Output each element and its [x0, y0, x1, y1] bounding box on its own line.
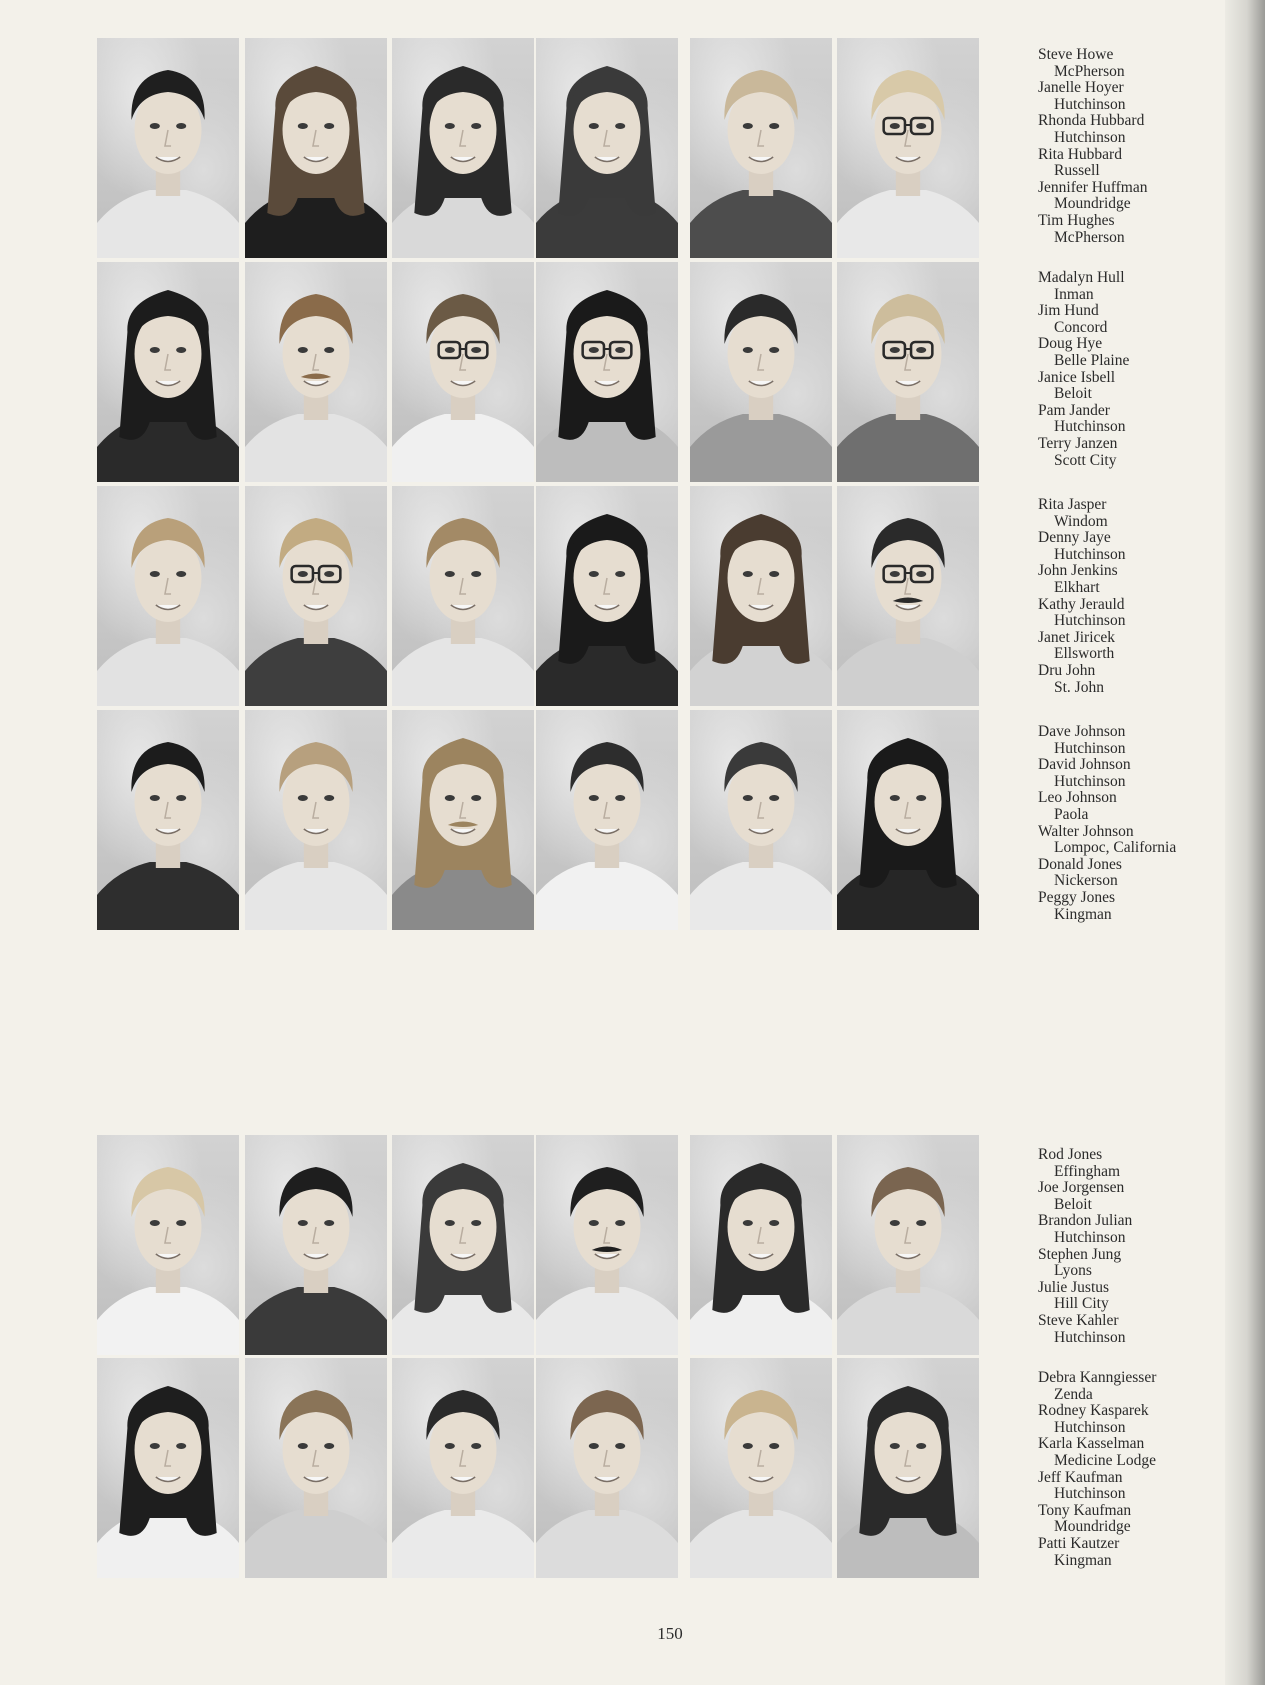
student-hometown: Beloit: [1054, 1195, 1092, 1213]
page-number: 150: [657, 1624, 683, 1643]
student-name: David Johnson: [1038, 756, 1131, 774]
student-hometown: Hutchinson: [1054, 1418, 1126, 1436]
student-entry: [1038, 80, 1228, 113]
student-entry: [1038, 303, 1228, 336]
student-entry: [1038, 436, 1228, 469]
student-hometown: Moundridge: [1054, 195, 1131, 213]
student-name: John Jenkins: [1038, 562, 1118, 580]
student-hometown: Kingman: [1054, 905, 1112, 923]
student-portrait: [690, 486, 832, 706]
student-name: Debra Kanngiesser: [1038, 1369, 1157, 1386]
student-hometown: Belle Plaine: [1054, 351, 1130, 369]
student-hometown: Lyons: [1054, 1262, 1092, 1280]
student-name: Steve Howe: [1038, 46, 1114, 63]
student-hometown: Hutchinson: [1054, 612, 1126, 630]
student-hometown: Ellsworth: [1054, 645, 1115, 663]
student-entry: [1038, 1280, 1228, 1313]
student-entry: [1038, 1536, 1228, 1569]
student-entry: [1038, 147, 1228, 180]
student-hometown: Hill City: [1054, 1295, 1109, 1313]
student-name: Rhonda Hubbard: [1038, 112, 1145, 130]
student-entry: [1038, 890, 1228, 923]
student-entry: [1038, 403, 1228, 436]
student-portrait: [392, 38, 534, 258]
student-name: Rita Jasper: [1038, 496, 1107, 513]
student-hometown: Paola: [1054, 805, 1089, 823]
student-portrait: [536, 262, 678, 482]
student-portrait: [690, 710, 832, 930]
student-portrait: [837, 710, 979, 930]
student-portrait: [536, 1358, 678, 1578]
student-portrait: [392, 262, 534, 482]
student-entry: [1038, 213, 1228, 246]
name-group: [1038, 270, 1228, 469]
student-hometown: Windom: [1054, 512, 1108, 530]
student-name: Denny Jaye: [1038, 529, 1111, 547]
student-name: Tony Kaufman: [1038, 1501, 1132, 1519]
student-entry: [1038, 497, 1228, 530]
student-hometown: Zenda: [1054, 1385, 1093, 1403]
student-hometown: Hutchinson: [1054, 1328, 1126, 1346]
student-portrait: [536, 1135, 678, 1355]
student-portrait: [245, 1135, 387, 1355]
student-name: Janice Isbell: [1038, 368, 1116, 386]
student-hometown: Beloit: [1054, 385, 1092, 403]
student-hometown: Effingham: [1054, 1162, 1121, 1180]
student-entry: [1038, 757, 1228, 790]
student-entry: [1038, 630, 1228, 663]
student-entry: [1038, 1313, 1228, 1346]
student-name: Terry Janzen: [1038, 434, 1118, 452]
student-name: Doug Hye: [1038, 335, 1103, 353]
student-portrait: [245, 486, 387, 706]
student-entry: [1038, 270, 1228, 303]
name-group: [1038, 1370, 1228, 1569]
student-name: Janet Jiricek: [1038, 628, 1116, 646]
student-name: Tim Hughes: [1038, 211, 1115, 229]
student-portrait: [97, 1358, 239, 1578]
student-entry: [1038, 663, 1228, 696]
student-name: Rita Hubbard: [1038, 145, 1122, 163]
student-name: Peggy Jones: [1038, 888, 1116, 906]
student-name: Madalyn Hull: [1038, 269, 1125, 286]
student-portrait: [97, 262, 239, 482]
student-entry: [1038, 180, 1228, 213]
student-hometown: St. John: [1054, 678, 1104, 696]
student-name: Jennifer Huffman: [1038, 178, 1148, 196]
student-name: Kathy Jerauld: [1038, 595, 1125, 613]
student-portrait: [690, 1135, 832, 1355]
page-binding-edge: [1225, 0, 1265, 1685]
student-entry: [1038, 597, 1228, 630]
student-entry: [1038, 790, 1228, 823]
student-entry: [1038, 370, 1228, 403]
student-hometown: Concord: [1054, 318, 1108, 336]
student-entry: [1038, 1403, 1228, 1436]
student-hometown: Hutchinson: [1054, 772, 1126, 790]
student-hometown: Scott City: [1054, 451, 1117, 469]
student-portrait: [245, 38, 387, 258]
name-group: [1038, 724, 1228, 923]
student-name: Stephen Jung: [1038, 1245, 1122, 1263]
student-name: Karla Kasselman: [1038, 1435, 1145, 1453]
student-entry: [1038, 1147, 1228, 1180]
student-name: Jeff Kaufman: [1038, 1468, 1123, 1486]
student-entry: [1038, 1503, 1228, 1536]
student-hometown: Lompoc, California: [1054, 839, 1177, 857]
name-group: [1038, 47, 1228, 246]
student-hometown: Hutchinson: [1054, 128, 1126, 146]
student-entry: [1038, 1247, 1228, 1280]
portrait-row: [0, 1358, 1000, 1578]
student-portrait: [837, 1358, 979, 1578]
student-name: Julie Justus: [1038, 1278, 1110, 1296]
student-portrait: [837, 486, 979, 706]
student-hometown: Moundridge: [1054, 1518, 1131, 1536]
student-hometown: McPherson: [1054, 62, 1125, 80]
student-portrait: [536, 710, 678, 930]
student-entry: [1038, 336, 1228, 369]
student-hometown: Hutchinson: [1054, 1485, 1126, 1503]
student-portrait: [392, 1358, 534, 1578]
student-entry: [1038, 1436, 1228, 1469]
student-portrait: [837, 38, 979, 258]
portrait-row: [0, 1135, 1000, 1355]
student-name: Dru John: [1038, 661, 1096, 679]
student-hometown: Elkhart: [1054, 578, 1100, 596]
student-hometown: McPherson: [1054, 228, 1125, 246]
student-hometown: Russell: [1054, 162, 1100, 180]
student-entry: [1038, 113, 1228, 146]
student-portrait: [536, 486, 678, 706]
student-entry: [1038, 47, 1228, 80]
student-name: Dave Johnson: [1038, 723, 1126, 740]
portrait-row: [0, 710, 1000, 930]
student-entry: [1038, 1213, 1228, 1246]
student-portrait: [837, 262, 979, 482]
student-portrait: [245, 262, 387, 482]
student-hometown: Hutchinson: [1054, 95, 1126, 113]
student-name: Donald Jones: [1038, 855, 1122, 873]
name-group: [1038, 1147, 1228, 1346]
student-hometown: Inman: [1054, 285, 1094, 303]
student-name: Pam Jander: [1038, 401, 1110, 419]
student-name: Patti Kautzer: [1038, 1534, 1120, 1552]
student-name: Walter Johnson: [1038, 822, 1134, 840]
student-hometown: Hutchinson: [1054, 545, 1126, 563]
student-portrait: [392, 1135, 534, 1355]
student-entry: [1038, 824, 1228, 857]
student-portrait: [690, 38, 832, 258]
student-portrait: [97, 1135, 239, 1355]
portrait-row: [0, 486, 1000, 706]
student-portrait: [392, 710, 534, 930]
portrait-row: [0, 38, 1000, 258]
student-portrait: [97, 38, 239, 258]
portrait-row: [0, 262, 1000, 482]
student-hometown: Hutchinson: [1054, 739, 1126, 757]
student-hometown: Nickerson: [1054, 872, 1118, 890]
student-portrait: [690, 262, 832, 482]
student-hometown: Medicine Lodge: [1054, 1451, 1157, 1469]
student-entry: [1038, 563, 1228, 596]
student-portrait: [245, 710, 387, 930]
student-name: Rod Jones: [1038, 1146, 1103, 1163]
student-hometown: Hutchinson: [1054, 418, 1126, 436]
student-name: Brandon Julian: [1038, 1212, 1133, 1230]
student-entry: [1038, 1470, 1228, 1503]
student-portrait: [97, 486, 239, 706]
student-hometown: Kingman: [1054, 1551, 1112, 1569]
student-portrait: [97, 710, 239, 930]
student-name: Leo Johnson: [1038, 789, 1117, 807]
student-entry: [1038, 857, 1228, 890]
student-name: Janelle Hoyer: [1038, 79, 1124, 97]
student-entry: [1038, 530, 1228, 563]
student-portrait: [837, 1135, 979, 1355]
name-group: [1038, 497, 1228, 696]
student-name: Rodney Kasparek: [1038, 1402, 1149, 1420]
student-portrait: [536, 38, 678, 258]
student-portrait: [245, 1358, 387, 1578]
student-portrait: [392, 486, 534, 706]
student-hometown: Hutchinson: [1054, 1228, 1126, 1246]
student-entry: [1038, 724, 1228, 757]
student-portrait: [690, 1358, 832, 1578]
student-entry: [1038, 1180, 1228, 1213]
student-name: Steve Kahler: [1038, 1311, 1119, 1329]
student-entry: [1038, 1370, 1228, 1403]
student-name: Joe Jorgensen: [1038, 1179, 1125, 1197]
student-name: Jim Hund: [1038, 302, 1099, 320]
